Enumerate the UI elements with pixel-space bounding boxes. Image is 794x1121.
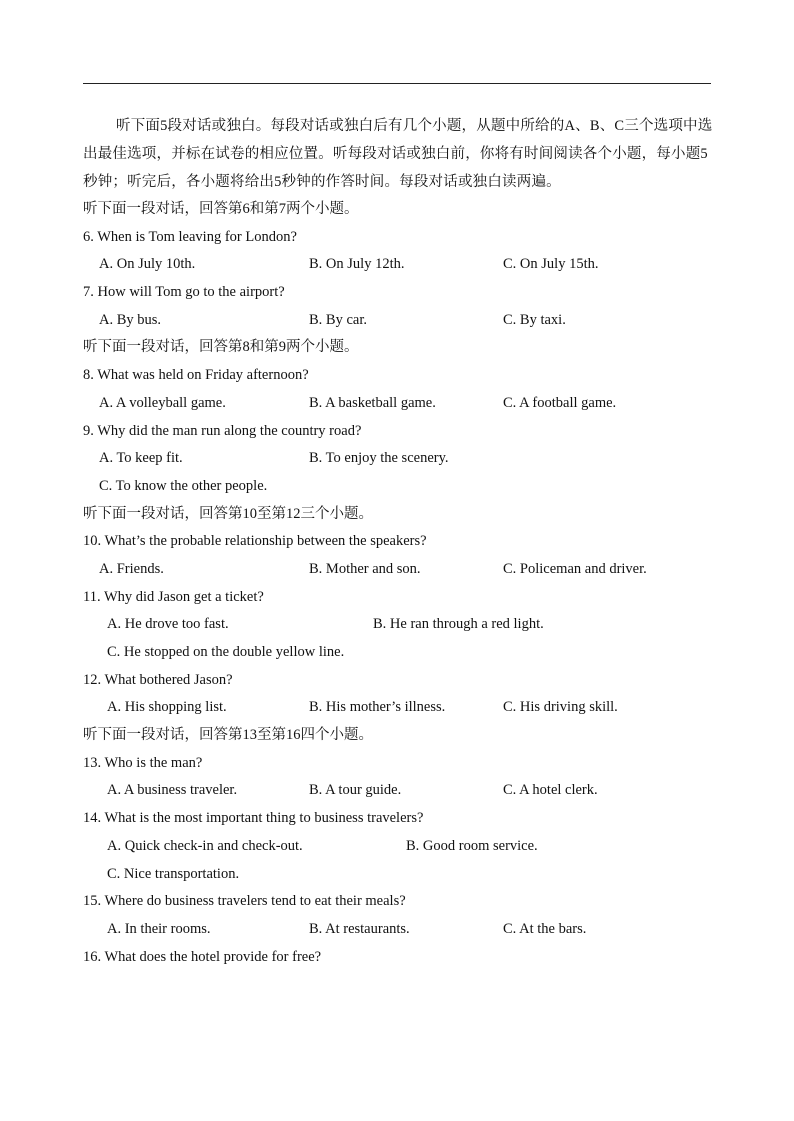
options-10 xyxy=(83,556,713,584)
options-11 xyxy=(83,611,713,639)
option-c[interactable]: C. By taxi. xyxy=(503,311,566,328)
option-b[interactable]: B. A tour guide. xyxy=(309,782,402,799)
option-c[interactable]: C. Nice transportation. xyxy=(107,865,240,882)
dialogue-heading: 听下面一段对话，回答第13至第16四个小题。 xyxy=(83,727,373,744)
option-a[interactable]: A. A volleyball game. xyxy=(99,394,226,411)
option-a[interactable]: A. He drove too fast. xyxy=(107,616,229,633)
option-b[interactable]: B. On July 12th. xyxy=(309,256,405,273)
option-c[interactable]: C. To know the other people. xyxy=(99,477,268,494)
question-11: 11. Why did Jason get a ticket? xyxy=(83,588,264,605)
option-b[interactable]: B. His mother’s illness. xyxy=(309,699,446,716)
option-a[interactable]: A. To keep fit. xyxy=(99,450,183,467)
option-b[interactable]: B. Mother and son. xyxy=(309,560,421,577)
question-15: 15. Where do business travelers tend to eat their meals? xyxy=(83,893,406,910)
question-10: 10. What’s the probable relationship between the speakers? xyxy=(83,533,427,550)
option-c[interactable]: C. Policeman and driver. xyxy=(503,560,647,577)
dialogue-heading: 听下面一段对话，回答第8和第9两个小题。 xyxy=(83,339,359,356)
option-b[interactable]: B. By car. xyxy=(309,311,367,328)
question-13: 13. Who is the man? xyxy=(83,754,203,771)
option-a[interactable]: A. His shopping list. xyxy=(107,699,227,716)
options-14-row2 xyxy=(83,861,713,889)
option-b[interactable]: B. Good room service. xyxy=(406,837,538,854)
question-8: 8. What was held on Friday afternoon? xyxy=(83,367,309,384)
dialogue-heading: 听下面一段对话，回答第6和第7两个小题。 xyxy=(83,201,359,217)
exam-page xyxy=(83,112,713,971)
option-c[interactable]: C. At the bars. xyxy=(503,920,587,937)
option-c[interactable]: C. A football game. xyxy=(503,394,617,411)
options-13 xyxy=(83,777,713,805)
option-a[interactable]: A. A business traveler. xyxy=(107,782,238,799)
question-12: 12. What bothered Jason? xyxy=(83,671,233,688)
section-instructions: 听下面5段对话或独白。每段对话或独白后有几个小题，从题中所给的A、B、C三个选项中选出最佳选项，并标在试卷的相应位置。听每段对话或独白前，你将有时间阅读各个小题，每小题5秒钟；听完后，各小题将给出5秒钟的作答时间。每段对话或独白读两遍。 xyxy=(83,118,713,190)
option-b[interactable]: B. He ran through a red light. xyxy=(373,616,544,633)
question-6: 6. When is Tom leaving for London? xyxy=(83,228,297,245)
option-a[interactable]: A. By bus. xyxy=(99,311,162,328)
option-a[interactable]: A. Quick check-in and check-out. xyxy=(107,837,303,854)
options-9-row2 xyxy=(83,473,713,501)
option-a[interactable]: A. On July 10th. xyxy=(99,256,196,273)
header-rule xyxy=(83,83,711,84)
question-16: 16. What does the hotel provide for free? xyxy=(83,948,322,965)
options-7 xyxy=(83,307,713,335)
options-8 xyxy=(83,390,713,418)
question-14: 14. What is the most important thing to business travelers? xyxy=(83,810,424,827)
options-6 xyxy=(83,251,713,279)
option-c[interactable]: C. He stopped on the double yellow line. xyxy=(107,644,345,660)
options-15 xyxy=(83,916,713,944)
options-11-row2 xyxy=(83,639,713,667)
question-9: 9. Why did the man run along the country road? xyxy=(83,422,362,439)
option-c[interactable]: C. A hotel clerk. xyxy=(503,782,598,799)
option-b[interactable]: B. To enjoy the scenery. xyxy=(309,450,449,467)
option-b[interactable]: B. At restaurants. xyxy=(309,920,410,937)
dialogue-heading: 听下面一段对话，回答第10至第12三个小题。 xyxy=(83,505,373,522)
options-12 xyxy=(83,694,713,722)
option-c[interactable]: C. On July 15th. xyxy=(503,256,599,273)
options-14 xyxy=(83,833,713,861)
option-a[interactable]: A. Friends. xyxy=(99,560,164,577)
option-c[interactable]: C. His driving skill. xyxy=(503,699,618,716)
options-9 xyxy=(83,445,713,473)
question-7: 7. How will Tom go to the airport? xyxy=(83,284,285,301)
option-b[interactable]: B. A basketball game. xyxy=(309,394,436,411)
option-a[interactable]: A. In their rooms. xyxy=(107,920,211,937)
